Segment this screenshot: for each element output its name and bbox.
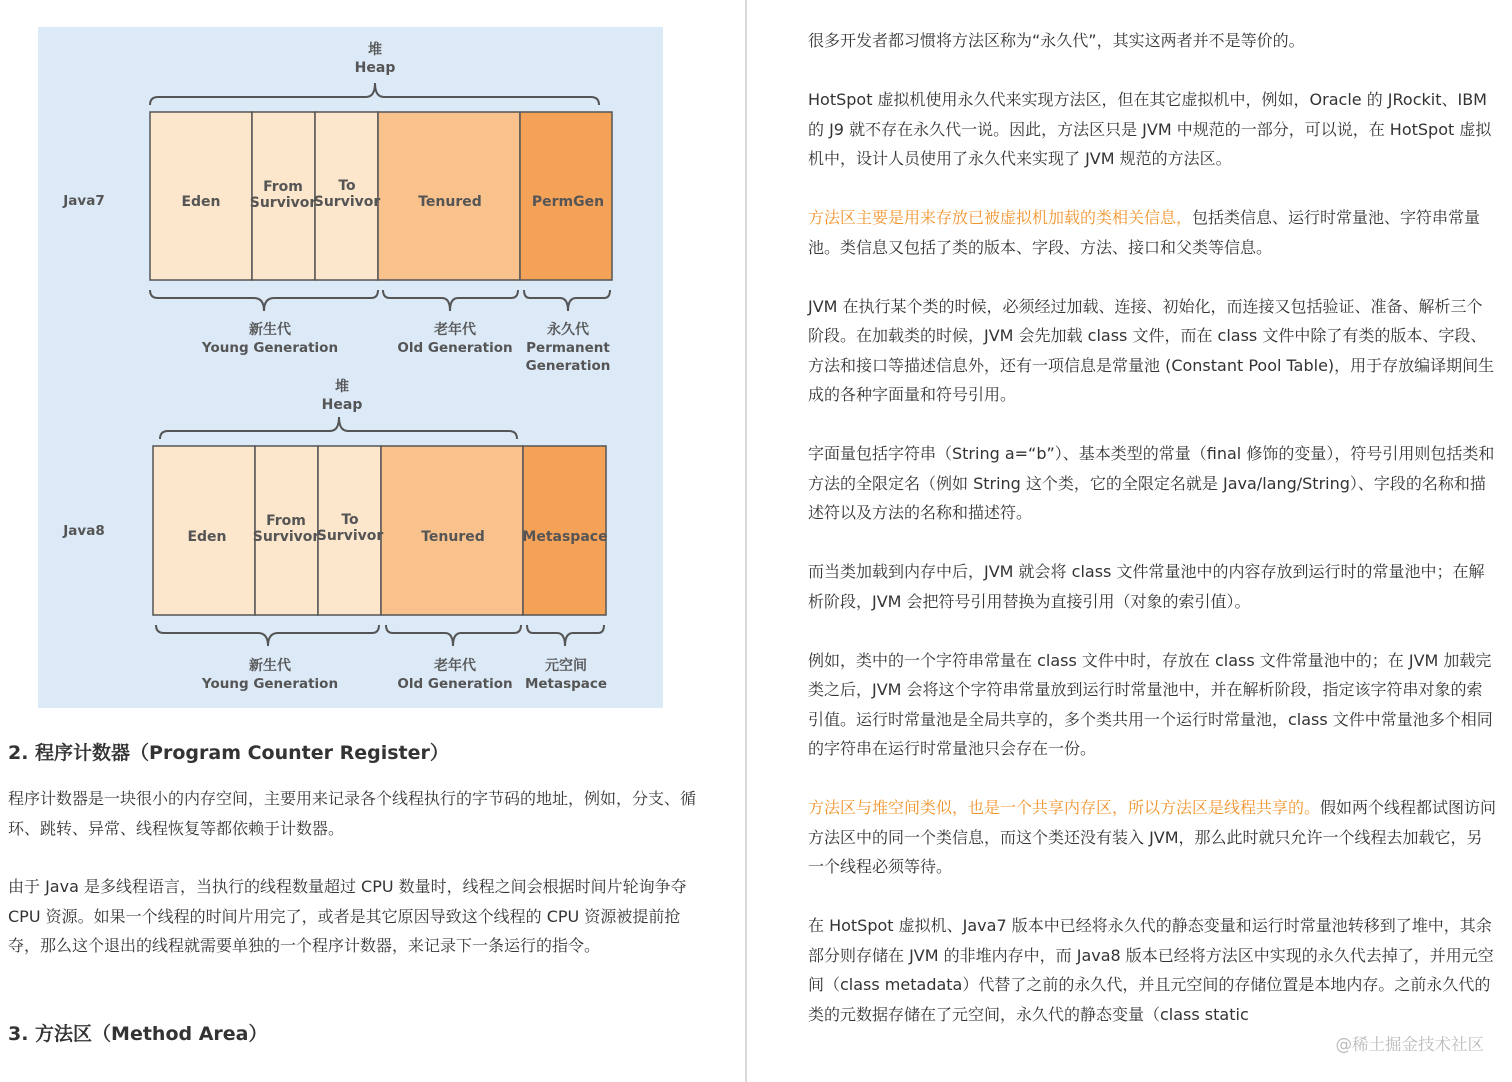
left-column <box>0 0 745 1082</box>
j7-young-brace <box>150 290 378 311</box>
j7-from-bottom: Survivor <box>249 195 317 211</box>
paragraph-r8-rest: 假如两个线程都试图访问方法区中的同一个类信息，而这个类还没有装入 JVM，那么此时就只允许一个线程去加载它，另一个线程必须等待。 <box>808 798 1497 876</box>
j7-old-brace <box>383 290 518 311</box>
j7-perm-cn: 永久代 <box>547 322 589 338</box>
j8-young-brace <box>156 625 379 646</box>
j8-row-label: Java8 <box>63 523 105 539</box>
j8-tenured-label: Tenured <box>421 529 485 545</box>
j7-from-top: From <box>263 179 303 195</box>
j7-perm-en1: Permanent <box>526 340 610 356</box>
j8-heap-brace <box>160 417 517 439</box>
j8-meta-en: Metaspace <box>524 676 608 692</box>
j8-young-cn: 新生代 <box>249 658 291 674</box>
j7-row-label: Java7 <box>63 193 105 209</box>
paragraph-r9: 在 HotSpot 虚拟机、Java7 版本中已经将永久代的静态变量和运行时常量池转移到了堆中，其余部分则存储在 JVM 的非堆内存中，而 Java8 版本已经将方法区中实现的永久代去掉了，并用元空间（class metadata）代替了之前的永久代，并且元空间的存储位置是本地内存。之前永久代的类的元数据存储在了元空间，永久代的静态变量（class static <box>808 916 1494 1024</box>
paragraph-r3 <box>808 203 1498 262</box>
paragraph-r3-rest: 包括类信息、运行时常量池、字符串常量池。类信息又包括了类的版本、字段、方法、接口和父类等信息。 <box>808 208 1481 257</box>
j8-meta-brace <box>527 625 604 646</box>
column-divider <box>745 0 747 1082</box>
j8-to-bottom: Survivor <box>316 528 384 544</box>
j7-perm-label: PermGen <box>531 194 605 210</box>
j8-young-en: Young Generation <box>201 676 339 692</box>
j8-heap-en: Heap <box>321 397 363 413</box>
j7-heap-cn: 堆 <box>368 42 382 58</box>
j7-eden-label: Eden <box>181 194 221 210</box>
paragraph-r5: 字面量包括字符串（String a=“b”）、基本类型的常量（final 修饰的变量），符号引用则包括类和方法的全限定名（例如 String 这个类，它的全限定名就是 Java/lang/String）、字段的名称和描述符以及方法的名称和描述符。 <box>808 444 1495 522</box>
watermark: @稀土掘金技术社区 <box>1335 1035 1484 1054</box>
jvm-memory-diagram <box>38 27 663 708</box>
paragraph-r2: HotSpot 虚拟机使用永久代来实现方法区，但在其它虚拟机中，例如，Oracle 的 JRockit、IBM 的 J9 就不存在永久代一说。因此，方法区只是 JVM 中规范的一部分，可以说，在 HotSpot 虚拟机中，设计人员使用了永久代来实现了 JVM 规范的方法区。 <box>808 90 1492 168</box>
j8-eden-label: Eden <box>187 529 227 545</box>
paragraph-pc-2: 由于 Java 是多线程语言，当执行的线程数量超过 CPU 数量时，线程之间会根据时间片轮询争夺 CPU 资源。如果一个线程的时间片用完了，或者是其它原因导致这个线程的 CPU 资源被提前抢夺，那么这个退出的线程就需要单独的一个程序计数器，来记录下一条运行的指令。 <box>8 877 687 955</box>
j7-to-top: To <box>338 178 356 194</box>
j7-heap-brace <box>150 83 599 105</box>
j7-perm-brace <box>524 290 610 311</box>
j8-old-brace <box>386 625 521 646</box>
paragraph-r8 <box>808 793 1498 882</box>
j7-heap-en: Heap <box>354 60 396 76</box>
right-column <box>808 26 1498 1059</box>
paragraph-pc-1: 程序计数器是一块很小的内存空间，主要用来记录各个线程执行的字节码的地址，例如，分支、循环、跳转、异常、线程恢复等都依赖于计数器。 <box>8 789 697 838</box>
j7-tenured-label: Tenured <box>418 194 482 210</box>
j7-young-en: Young Generation <box>201 340 339 356</box>
paragraph-r4: JVM 在执行某个类的时候，必须经过加载、连接、初始化，而连接又包括验证、准备、解析三个阶段。在加载类的时候，JVM 会先加载 class 文件，而在 class 文件中除了有类的版本、字段、方法和接口等描述信息外，还有一项信息是常量池 (Constant Pool Table)，用于存放编译期间生成的各种字面量和符号引用。 <box>808 296 1495 404</box>
j8-meta-label: Metaspace <box>522 529 608 545</box>
j7-perm-en2: Generation <box>525 358 611 374</box>
j7-old-cn: 老年代 <box>434 322 476 338</box>
j8-heap-cn: 堆 <box>335 379 349 395</box>
heading-method-area: 3. 方法区（Method Area） <box>8 1023 268 1045</box>
paragraph-r7: 例如，类中的一个字符串常量在 class 文件中时，存放在 class 文件常量池中的；在 JVM 加载完类之后，JVM 会将这个字符串常量放到运行时常量池中，并在解析阶段，指定该字符串对象的索引值。运行时常量池是全局共享的，多个类共用一个运行时常量池，class 文件中常量池多个相同的字符串在运行时常量池只会存在一份。 <box>808 650 1493 758</box>
paragraph-r1: 很多开发者都习惯将方法区称为“永久代”，其实这两者并不是等价的。 <box>808 31 1305 50</box>
heading-program-counter: 2. 程序计数器（Program Counter Register） <box>8 742 449 764</box>
highlight-r3: 方法区主要是用来存放已被虚拟机加载的类相关信息， <box>808 208 1193 227</box>
j7-old-en: Old Generation <box>397 340 513 356</box>
j8-from-top: From <box>266 513 306 529</box>
j8-meta-cn: 元空间 <box>545 658 587 674</box>
j7-to-bottom: Survivor <box>313 194 381 210</box>
j8-to-top: To <box>341 512 359 528</box>
j8-old-cn: 老年代 <box>434 658 476 674</box>
j8-old-en: Old Generation <box>397 676 513 692</box>
highlight-r8: 方法区与堆空间类似，也是一个共享内存区，所以方法区是线程共享的。 <box>808 798 1321 817</box>
j8-from-bottom: Survivor <box>252 529 320 545</box>
paragraph-r6: 而当类加载到内存中后，JVM 就会将 class 文件常量池中的内容存放到运行时的常量池中；在解析阶段，JVM 会把符号引用替换为直接引用（对象的索引值）。 <box>808 562 1485 611</box>
diagram-svg <box>38 27 663 708</box>
j7-young-cn: 新生代 <box>249 322 291 338</box>
